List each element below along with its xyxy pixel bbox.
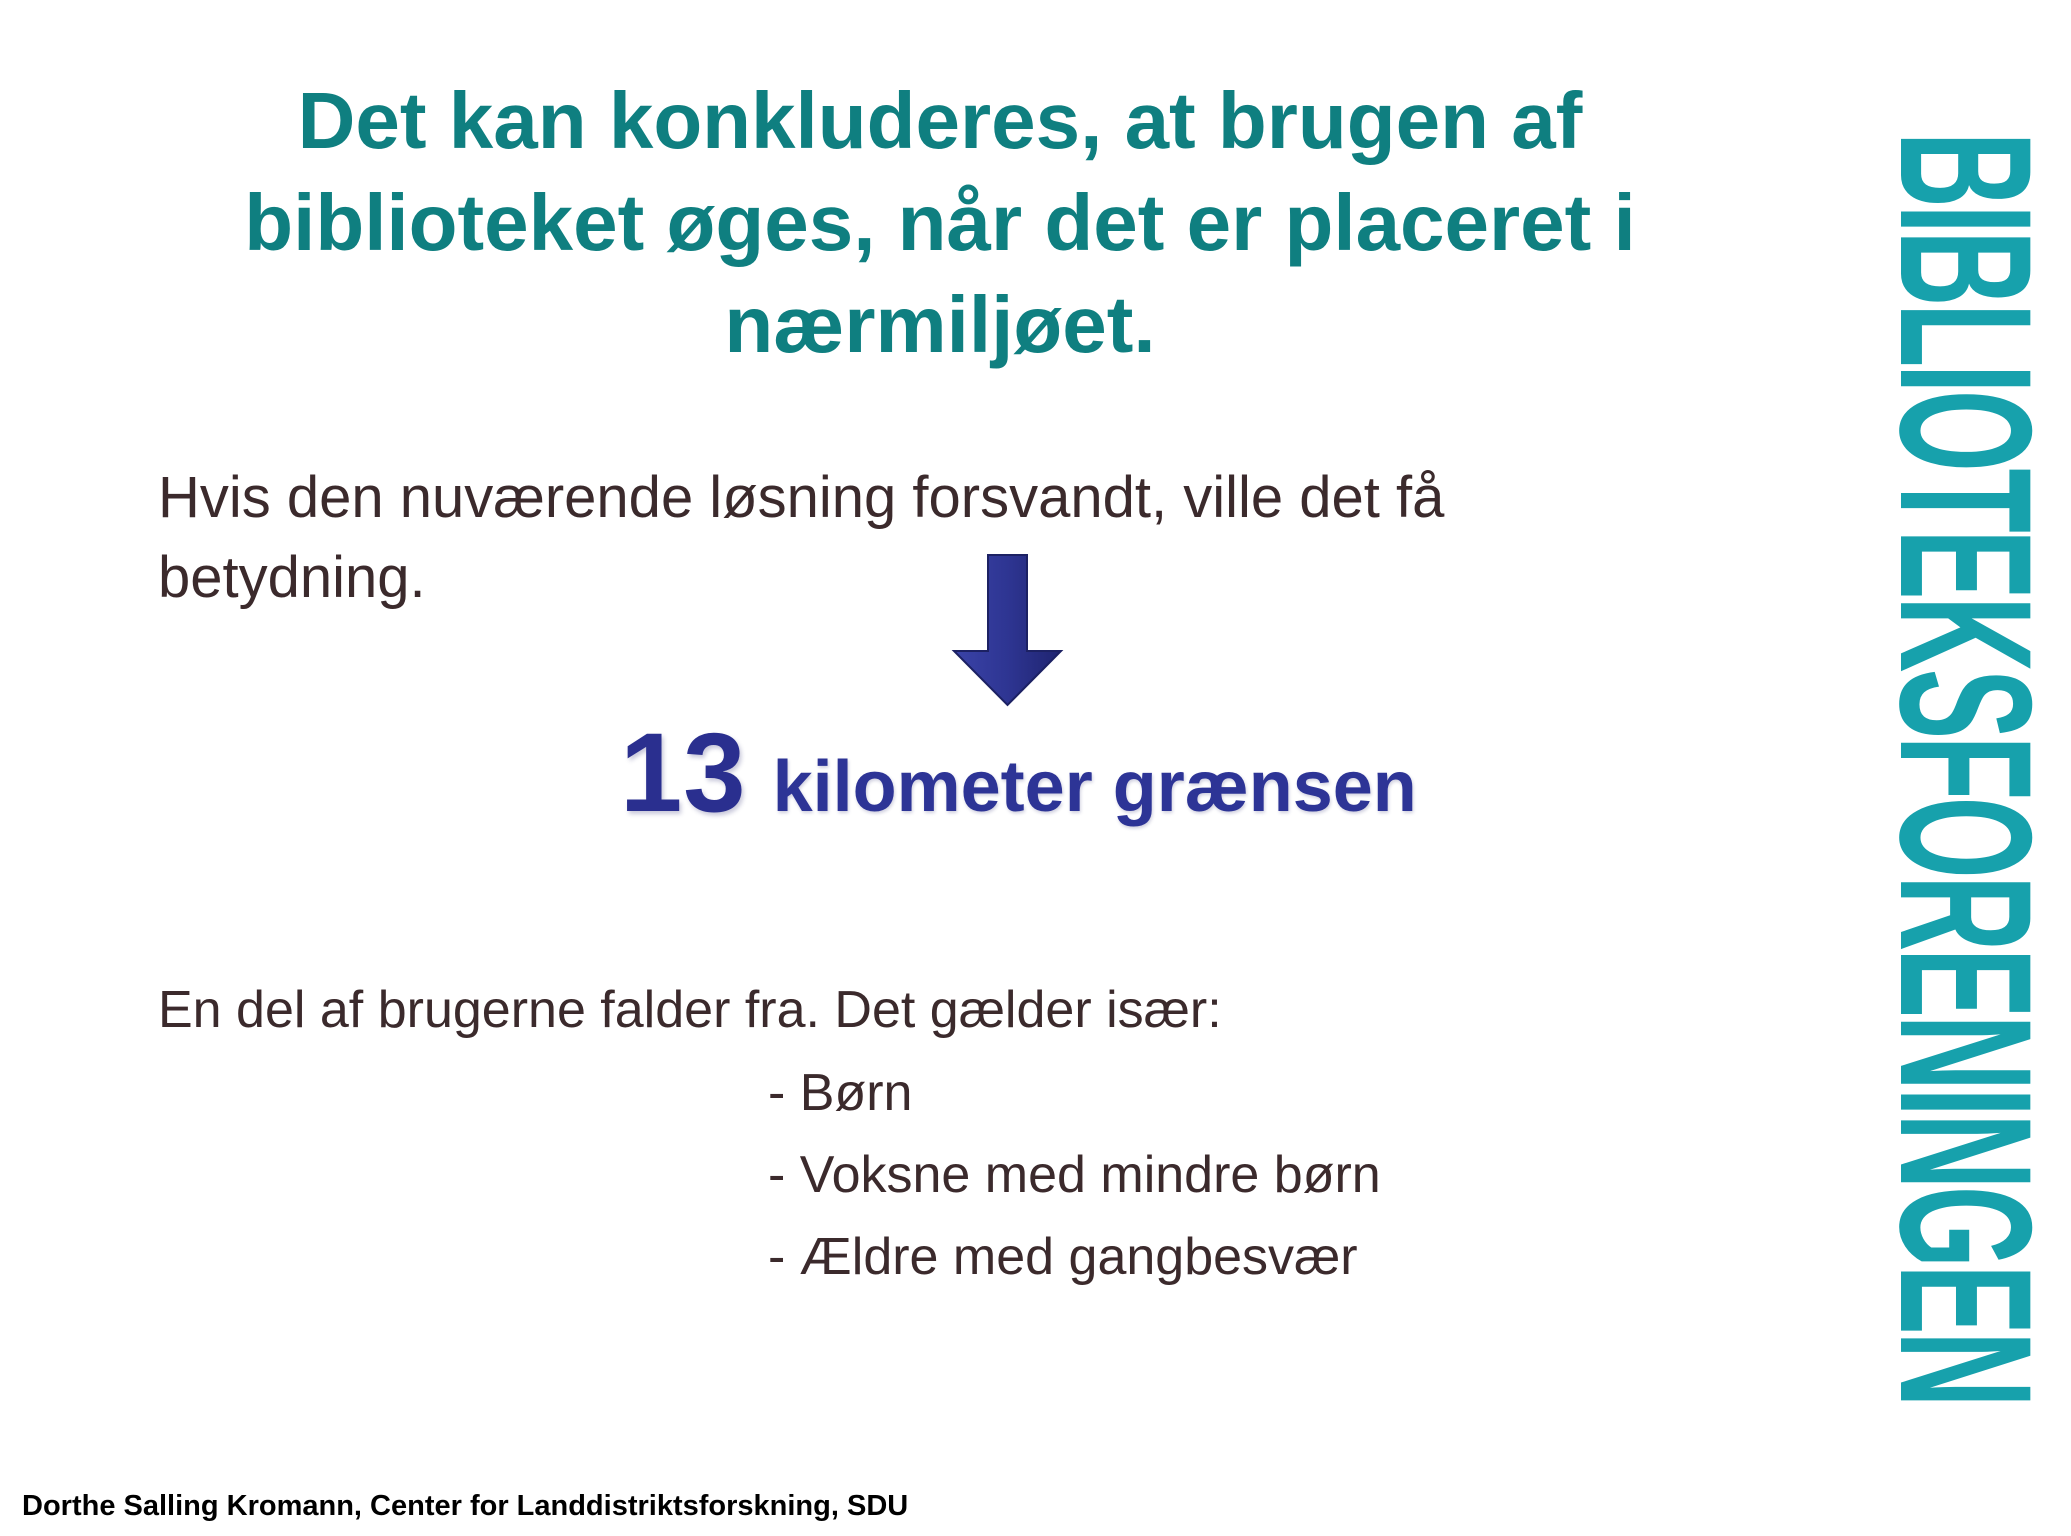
affected-groups-list	[768, 1058, 1381, 1304]
brand-wordmark: BIBLIOTEKSFORENINGEN	[1861, 131, 2071, 1405]
statement-line: betydning.	[158, 545, 426, 610]
distance-highlight	[620, 708, 1520, 838]
title-line: nærmiljøet.	[724, 280, 1156, 369]
statement-line: Hvis den nuværende løsning forsvandt, ville det få	[158, 465, 1445, 530]
down-arrow-icon	[950, 553, 1065, 708]
title-line: Det kan konkluderes, at brugen af	[297, 76, 1583, 165]
footer-credit: Dorthe Salling Kromann, Center for Landdistriktsforskning, SDU	[22, 1490, 909, 1522]
list-item: - Ældre med gangbesvær	[768, 1228, 1358, 1286]
title-line: biblioteket øges, når det er placeret i	[244, 178, 1636, 267]
slide-title	[130, 70, 1750, 376]
affected-users-intro: En del af brugerne falder fra. Det gælder især:	[158, 981, 1222, 1039]
distance-number: 13	[620, 710, 747, 835]
list-item: - Voksne med mindre børn	[768, 1146, 1381, 1204]
distance-label: kilometer grænsen	[772, 747, 1417, 827]
list-item: - Børn	[768, 1064, 913, 1122]
brand-wordmark-container	[1861, 0, 2071, 1536]
brand-sidebar	[1861, 0, 2071, 1536]
